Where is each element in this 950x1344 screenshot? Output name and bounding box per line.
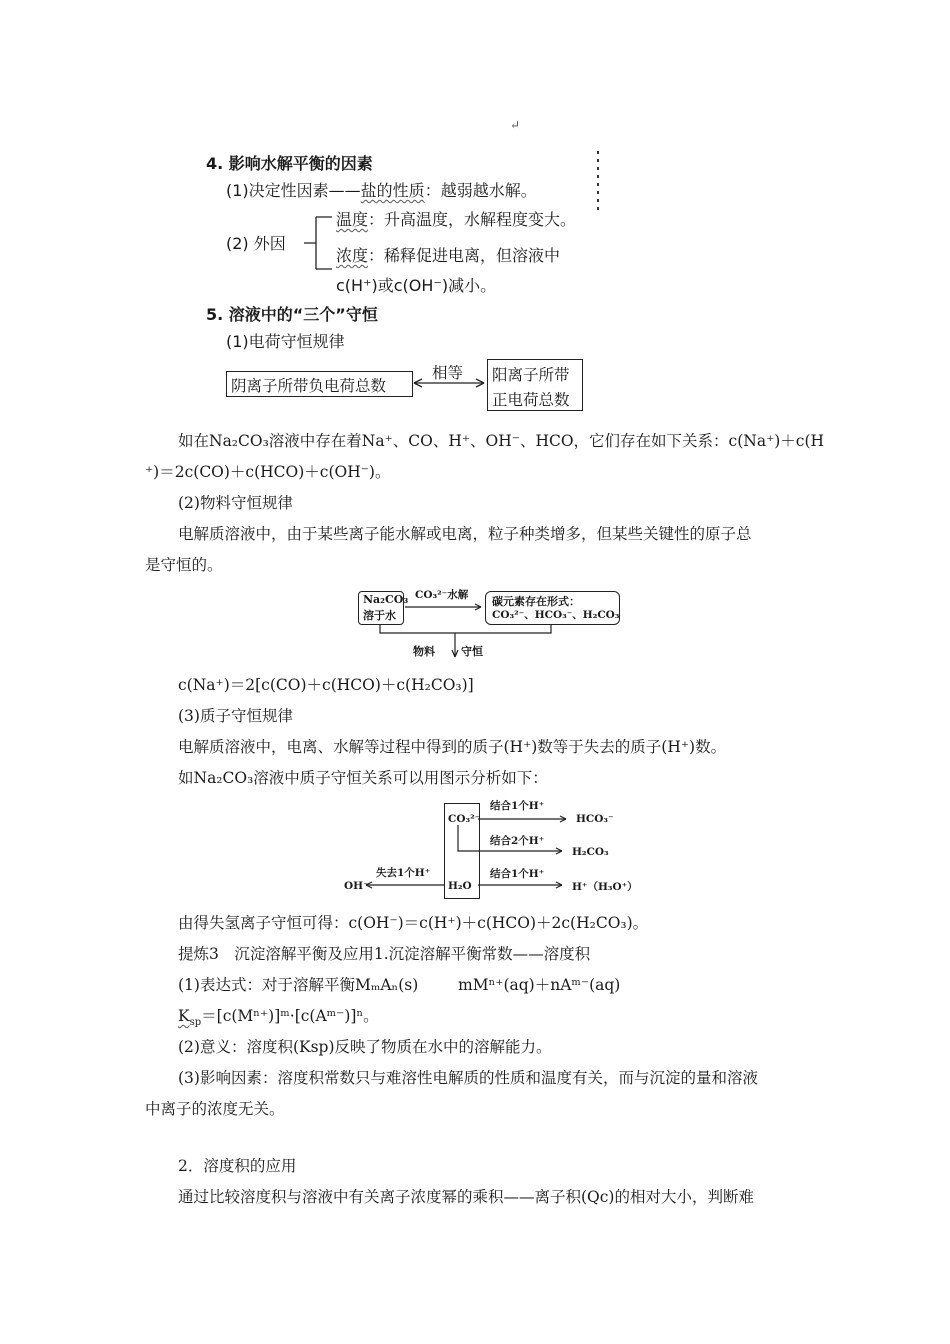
text-line: 通过比较溶度积与溶液中有关离子浓度幂的乘积——离子积(Qc)的相对大小，判断难 — [178, 1188, 754, 1206]
text-line: 提炼3 沉淀溶解平衡及应用1.沉淀溶解平衡常数——溶度积 — [178, 945, 591, 963]
text-line: 2．溶度积的应用 — [178, 1157, 297, 1175]
temperature-line: 温度：升高温度，水解程度变大。 — [336, 210, 577, 229]
gain-2-label: 结合2个H⁺ — [490, 835, 545, 847]
lose-1-label: 失去1个H⁺ — [376, 867, 431, 879]
text-line: 由得失氢离子守恒可得：c(OH⁻)＝c(H⁺)＋c(HCO)＋2c(H₂CO₃)。 — [178, 914, 649, 932]
co3-label: CO₃²⁻ — [448, 813, 481, 825]
text-line: (3)影响因素：溶度积常数只与难溶性电解质的性质和温度有关，而与沉淀的量和溶液 — [178, 1069, 758, 1087]
proton-diagram-lines — [340, 795, 650, 905]
carbon-forms-list: CO₃²⁻、HCO₃⁻、H₂CO₃ — [492, 609, 620, 621]
h2o-label: H₂O — [448, 880, 472, 892]
text-line: (1)表达式：对于溶解平衡MₘAₙ(s) — [178, 976, 419, 994]
cation-charge-text-2: 正电荷总数 — [492, 391, 570, 409]
textbook-excerpt-image — [200, 145, 610, 417]
h2co3-label: H₂CO₃ — [572, 846, 609, 858]
section-4-heading: 4. 影响水解平衡的因素 — [206, 154, 373, 173]
hco3-label: HCO₃⁻ — [576, 813, 614, 825]
gain-1-label: 结合1个H⁺ — [490, 800, 545, 812]
text-line: (2)意义：溶度积(Ksp)反映了物质在水中的溶解能力。 — [178, 1038, 552, 1056]
conservation-label: 守恒 — [461, 645, 483, 658]
text-line: 如Na₂CO₃溶液中质子守恒关系可以用图示分析如下： — [178, 769, 548, 787]
external-factor-label: (2) 外因 — [226, 234, 286, 253]
return-mark: ↵ — [510, 118, 521, 132]
material-label: 物料 — [413, 645, 435, 658]
text-line: 电解质溶液中，电离、水解等过程中得到的质子(H⁺)数等于失去的质子(H⁺)数。 — [178, 738, 727, 756]
na2co3-label: Na₂CO₃ — [363, 593, 409, 606]
h-h3o-label: H⁺（H₃O⁺） — [572, 881, 638, 893]
anion-charge-text: 阴离子所带负电荷总数 — [231, 377, 387, 395]
text-line: (2)物料守恒规律 — [178, 494, 293, 512]
text-line: (3)质子守恒规律 — [178, 707, 293, 725]
ksp-expression: $K_{sp}=[c(M^{n+})]ᵐ\cdot[c(Aᵐ^-)]^n$。 — [178, 1007, 379, 1029]
hydrolysis-label: CO₃²⁻水解 — [415, 589, 469, 601]
material-conservation-diagram — [355, 585, 625, 665]
text-line: 如在Na₂CO₃溶液中存在着Na⁺、CO、H⁺、OH⁻、HCO，它们存在如下关系：c(Na⁺)＋c(H — [178, 432, 825, 450]
material-diagram-lines — [355, 585, 625, 665]
text-line: mMⁿ⁺(aq)＋nAᵐ⁻(aq) — [458, 976, 621, 994]
text-line: 电解质溶液中，由于某些离子能水解或电离，粒子种类增多，但某些关键性的原子总 — [178, 525, 752, 543]
cation-charge-text-1: 阳离子所带 — [492, 366, 570, 384]
text-line: c(Na⁺)＝2[c(CO)＋c(HCO)＋c(H₂CO₃)] — [178, 676, 474, 694]
gain-1b-label: 结合1个H⁺ — [490, 868, 545, 880]
concentration-line-2: c(H⁺)或c(OH⁻)减小。 — [336, 276, 497, 295]
concentration-line: 浓度：稀释促进电离，但溶液中 — [336, 246, 561, 265]
oh-label: OH⁻ — [344, 880, 369, 892]
text-line: 中离子的浓度无关。 — [145, 1100, 285, 1118]
text-line: 是守恒的。 — [145, 556, 223, 574]
text-line: ⁺)＝2c(CO)＋c(HCO)＋c(OH⁻)。 — [145, 463, 391, 481]
charge-conservation-title: (1)电荷守恒规律 — [226, 332, 345, 351]
dissolve-label: 溶于水 — [363, 609, 396, 622]
equal-label: 相等 — [432, 364, 464, 382]
decisive-factor-line: (1)决定性因素——盐的性质：越弱越水解。 — [226, 181, 537, 200]
carbon-forms-title: 碳元素存在形式： — [492, 595, 580, 608]
proton-conservation-diagram — [340, 795, 650, 905]
section-5-heading: 5. 溶液中的“三个”守恒 — [206, 305, 378, 324]
